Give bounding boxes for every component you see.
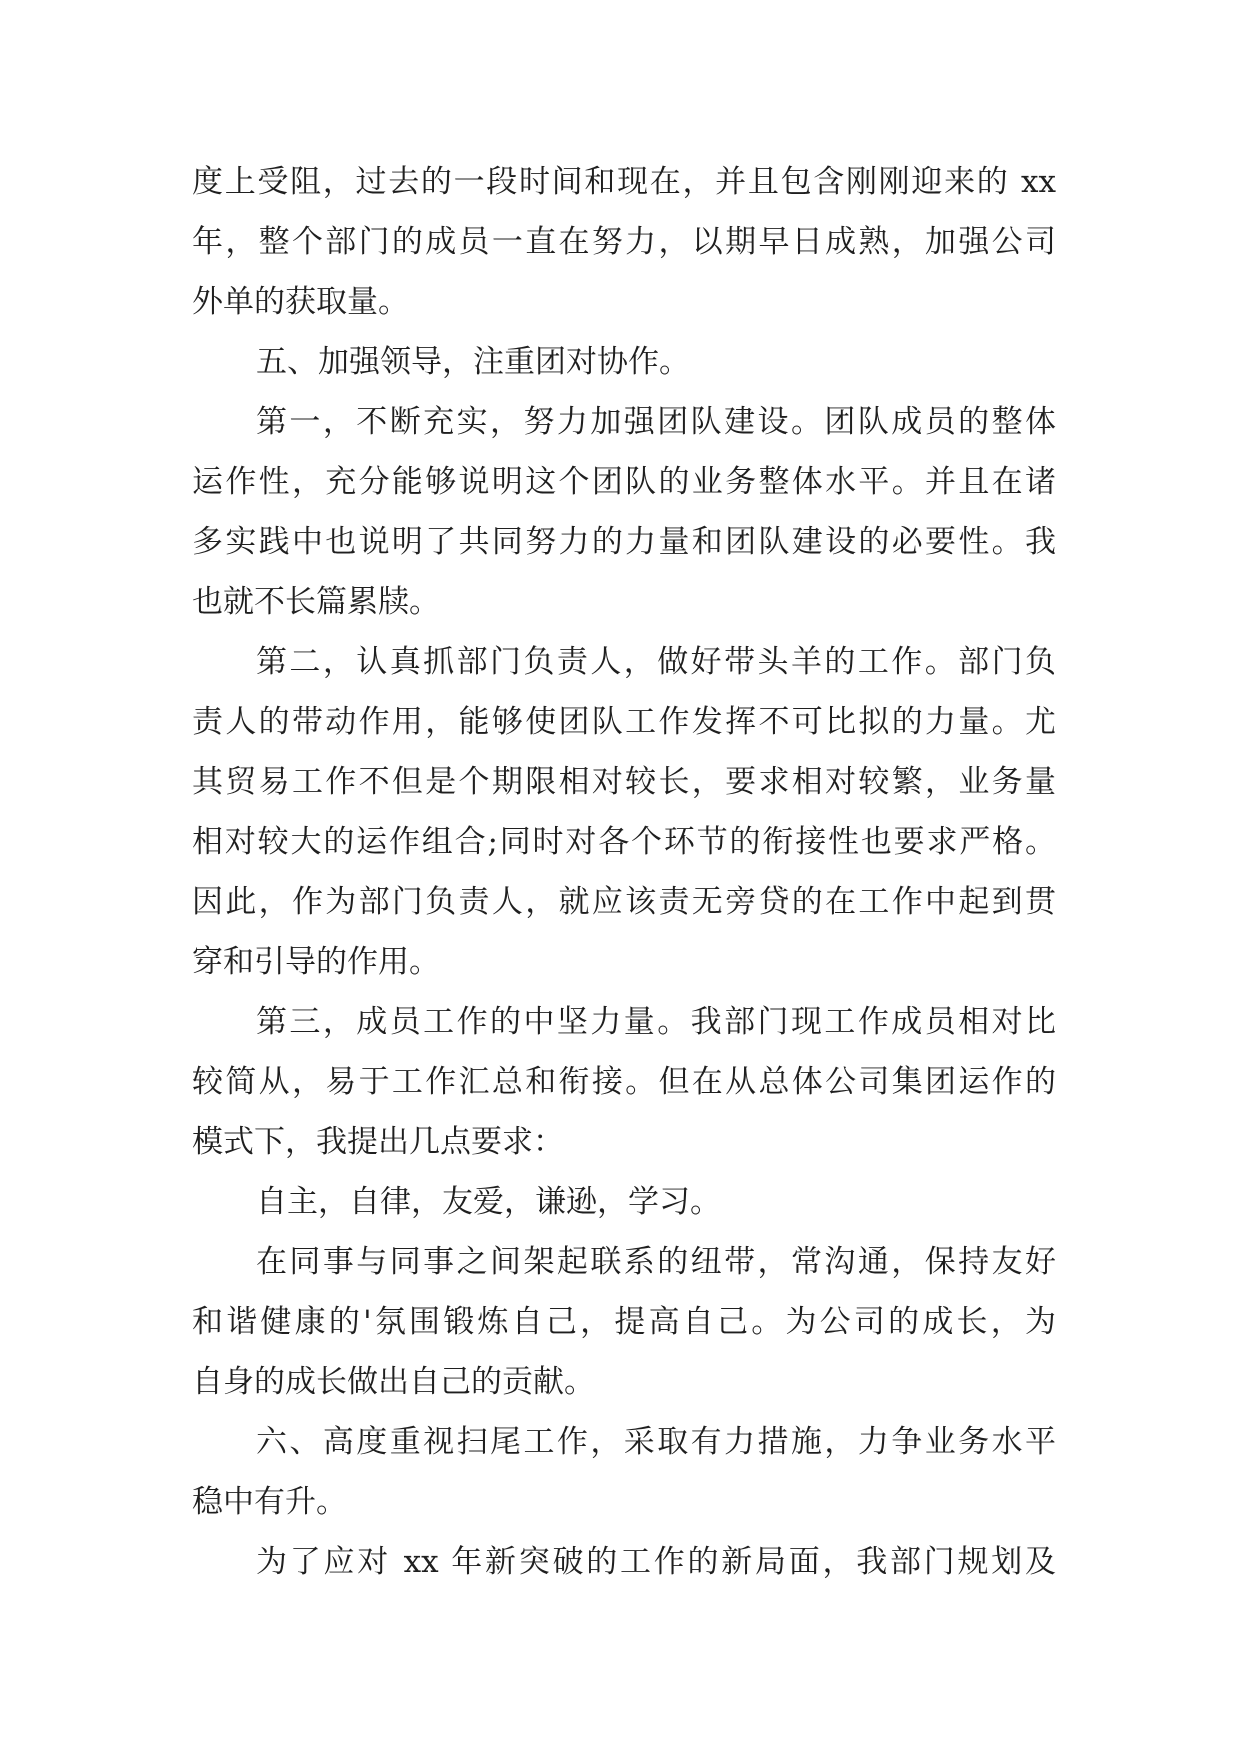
text-line: 也就不长篇累牍。 bbox=[192, 584, 440, 620]
text-line: 度上受阻，过去的一段时间和现在，并且包含刚刚迎来的 xx bbox=[192, 164, 1056, 200]
text-line: 年，整个部门的成员一直在努力，以期早日成熟，加强公司 bbox=[192, 224, 1056, 260]
text-line: 因此，作为部门负责人，就应该责无旁贷的在工作中起到贯 bbox=[192, 884, 1056, 920]
text-line: 第三，成员工作的中坚力量。我部门现工作成员相对比 bbox=[256, 1004, 1056, 1040]
text-line: 多实践中也说明了共同努力的力量和团队建设的必要性。我 bbox=[192, 524, 1056, 560]
text-line: 相对较大的运作组合;同时对各个环节的衔接性也要求严格。 bbox=[192, 824, 1056, 860]
text-line: 在同事与同事之间架起联系的纽带，常沟通，保持友好 bbox=[256, 1244, 1056, 1280]
text-line: 自主，自律，友爱，谦逊，学习。 bbox=[256, 1184, 721, 1220]
text-line: 稳中有升。 bbox=[192, 1484, 347, 1520]
document-page bbox=[192, 152, 1056, 1592]
text-line: 第二，认真抓部门负责人，做好带头羊的工作。部门负 bbox=[256, 644, 1056, 680]
text-line: 外单的获取量。 bbox=[192, 284, 409, 320]
text-line: 运作性，充分能够说明这个团队的业务整体水平。并且在诸 bbox=[192, 464, 1056, 500]
text-line: 穿和引导的作用。 bbox=[192, 944, 440, 980]
text-line: 责人的带动作用，能够使团队工作发挥不可比拟的力量。尤 bbox=[192, 704, 1056, 740]
text-line: 为了应对 xx 年新突破的工作的新局面，我部门规划及 bbox=[256, 1544, 1056, 1580]
text-line: 模式下，我提出几点要求： bbox=[192, 1124, 564, 1160]
text-line: 和谐健康的'氛围锻炼自己，提高自己。为公司的成长，为 bbox=[192, 1304, 1056, 1340]
text-line: 第一，不断充实，努力加强团队建设。团队成员的整体 bbox=[256, 404, 1056, 440]
text-line: 六、高度重视扫尾工作，采取有力措施，力争业务水平 bbox=[256, 1424, 1056, 1460]
text-line: 较简从，易于工作汇总和衔接。但在从总体公司集团运作的 bbox=[192, 1064, 1056, 1100]
text-line: 其贸易工作不但是个期限相对较长，要求相对较繁，业务量 bbox=[192, 764, 1056, 800]
text-line: 自身的成长做出自己的贡献。 bbox=[192, 1364, 595, 1400]
text-line: 五、加强领导，注重团对协作。 bbox=[256, 344, 690, 380]
